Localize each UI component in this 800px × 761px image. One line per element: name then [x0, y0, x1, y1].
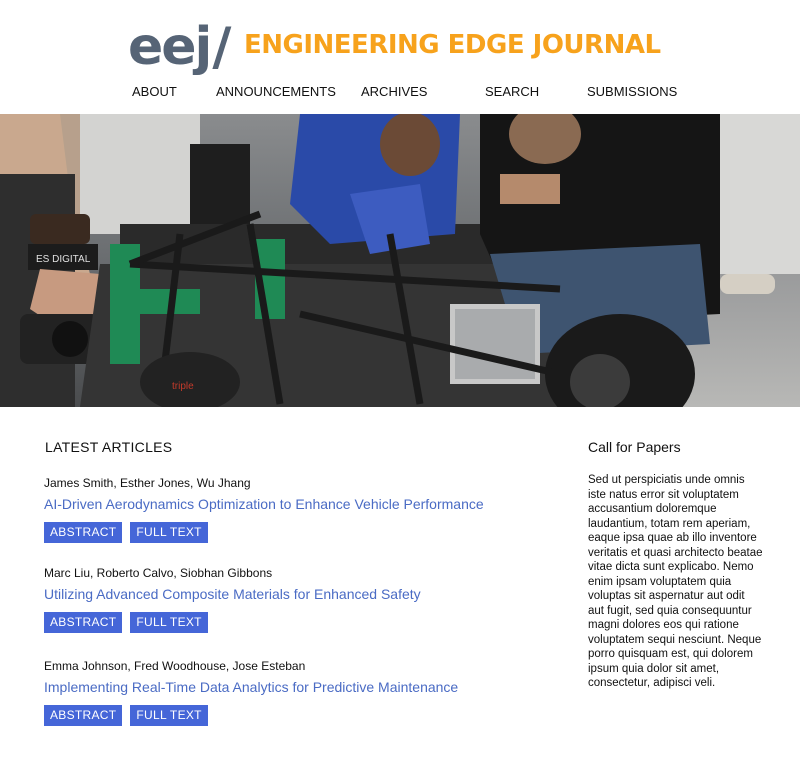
site-header — [0, 0, 800, 114]
article-authors: Emma Johnson, Fred Woodhouse, Jose Esteban — [44, 659, 306, 673]
car-logo-text: triple — [172, 381, 194, 392]
article-title-link[interactable]: Implementing Real-Time Data Analytics for Predictive Maintenance — [44, 679, 459, 695]
hero-photo-race-car-team — [0, 114, 800, 407]
nav-search[interactable]: SEARCH — [485, 84, 540, 99]
article-item — [44, 476, 564, 543]
full-text-button[interactable]: FULL TEXT — [130, 705, 207, 726]
nav-announcements[interactable]: ANNOUNCEMENTS — [216, 84, 336, 99]
nav-about[interactable]: ABOUT — [132, 84, 177, 99]
call-for-papers-text: Sed ut perspiciatis unde omnis iste natus error sit voluptatem accusantium doloremque laudantium, totam rem aperiam, eaque ipsa quae ab illo inventore veritatis et quasi architecto beatae vitae dicta sunt explicabo. Nemo enim ipsam voluptatem quia voluptas sit aspernatur aut odit aut fugit, sed quia consequuntur magni dolores eos qui ratione voluptatem sequi nesciunt. Neque porro quisquam est, qui dolorem ipsum quia dolor sit amet, consectetur, adipisci veli. — [588, 474, 763, 689]
article-authors: James Smith, Esther Jones, Wu Jhang — [44, 476, 251, 490]
full-text-button[interactable]: FULL TEXT — [130, 612, 207, 633]
article-item — [44, 659, 564, 726]
article-item — [44, 566, 564, 633]
nav-submissions[interactable]: SUBMISSIONS — [587, 84, 678, 99]
article-actions — [44, 522, 564, 543]
article-actions — [44, 705, 564, 726]
full-text-button[interactable]: FULL TEXT — [130, 522, 207, 543]
abstract-button[interactable]: ABSTRACT — [44, 522, 122, 543]
nav-archives[interactable]: ARCHIVES — [361, 84, 428, 99]
call-for-papers-heading: Call for Papers — [588, 439, 681, 455]
article-actions — [44, 612, 564, 633]
hero-image — [0, 114, 800, 407]
abstract-button[interactable]: ABSTRACT — [44, 612, 122, 633]
journal-title[interactable]: ENGINEERING EDGE JOURNAL — [244, 30, 661, 60]
abstract-button[interactable]: ABSTRACT — [44, 705, 122, 726]
article-title-link[interactable]: AI-Driven Aerodynamics Optimization to Enhance Vehicle Performance — [44, 496, 484, 512]
wristband-text: ES DIGITAL — [36, 254, 91, 265]
article-title-link[interactable]: Utilizing Advanced Composite Materials for Enhanced Safety — [44, 586, 421, 602]
logo-slash: / — [212, 17, 232, 77]
main-nav — [0, 84, 800, 104]
logo-mark: eej — [128, 17, 211, 77]
site-logo[interactable] — [128, 18, 231, 76]
latest-articles-heading: LATEST ARTICLES — [45, 439, 173, 455]
article-authors: Marc Liu, Roberto Calvo, Siobhan Gibbons — [44, 566, 273, 580]
